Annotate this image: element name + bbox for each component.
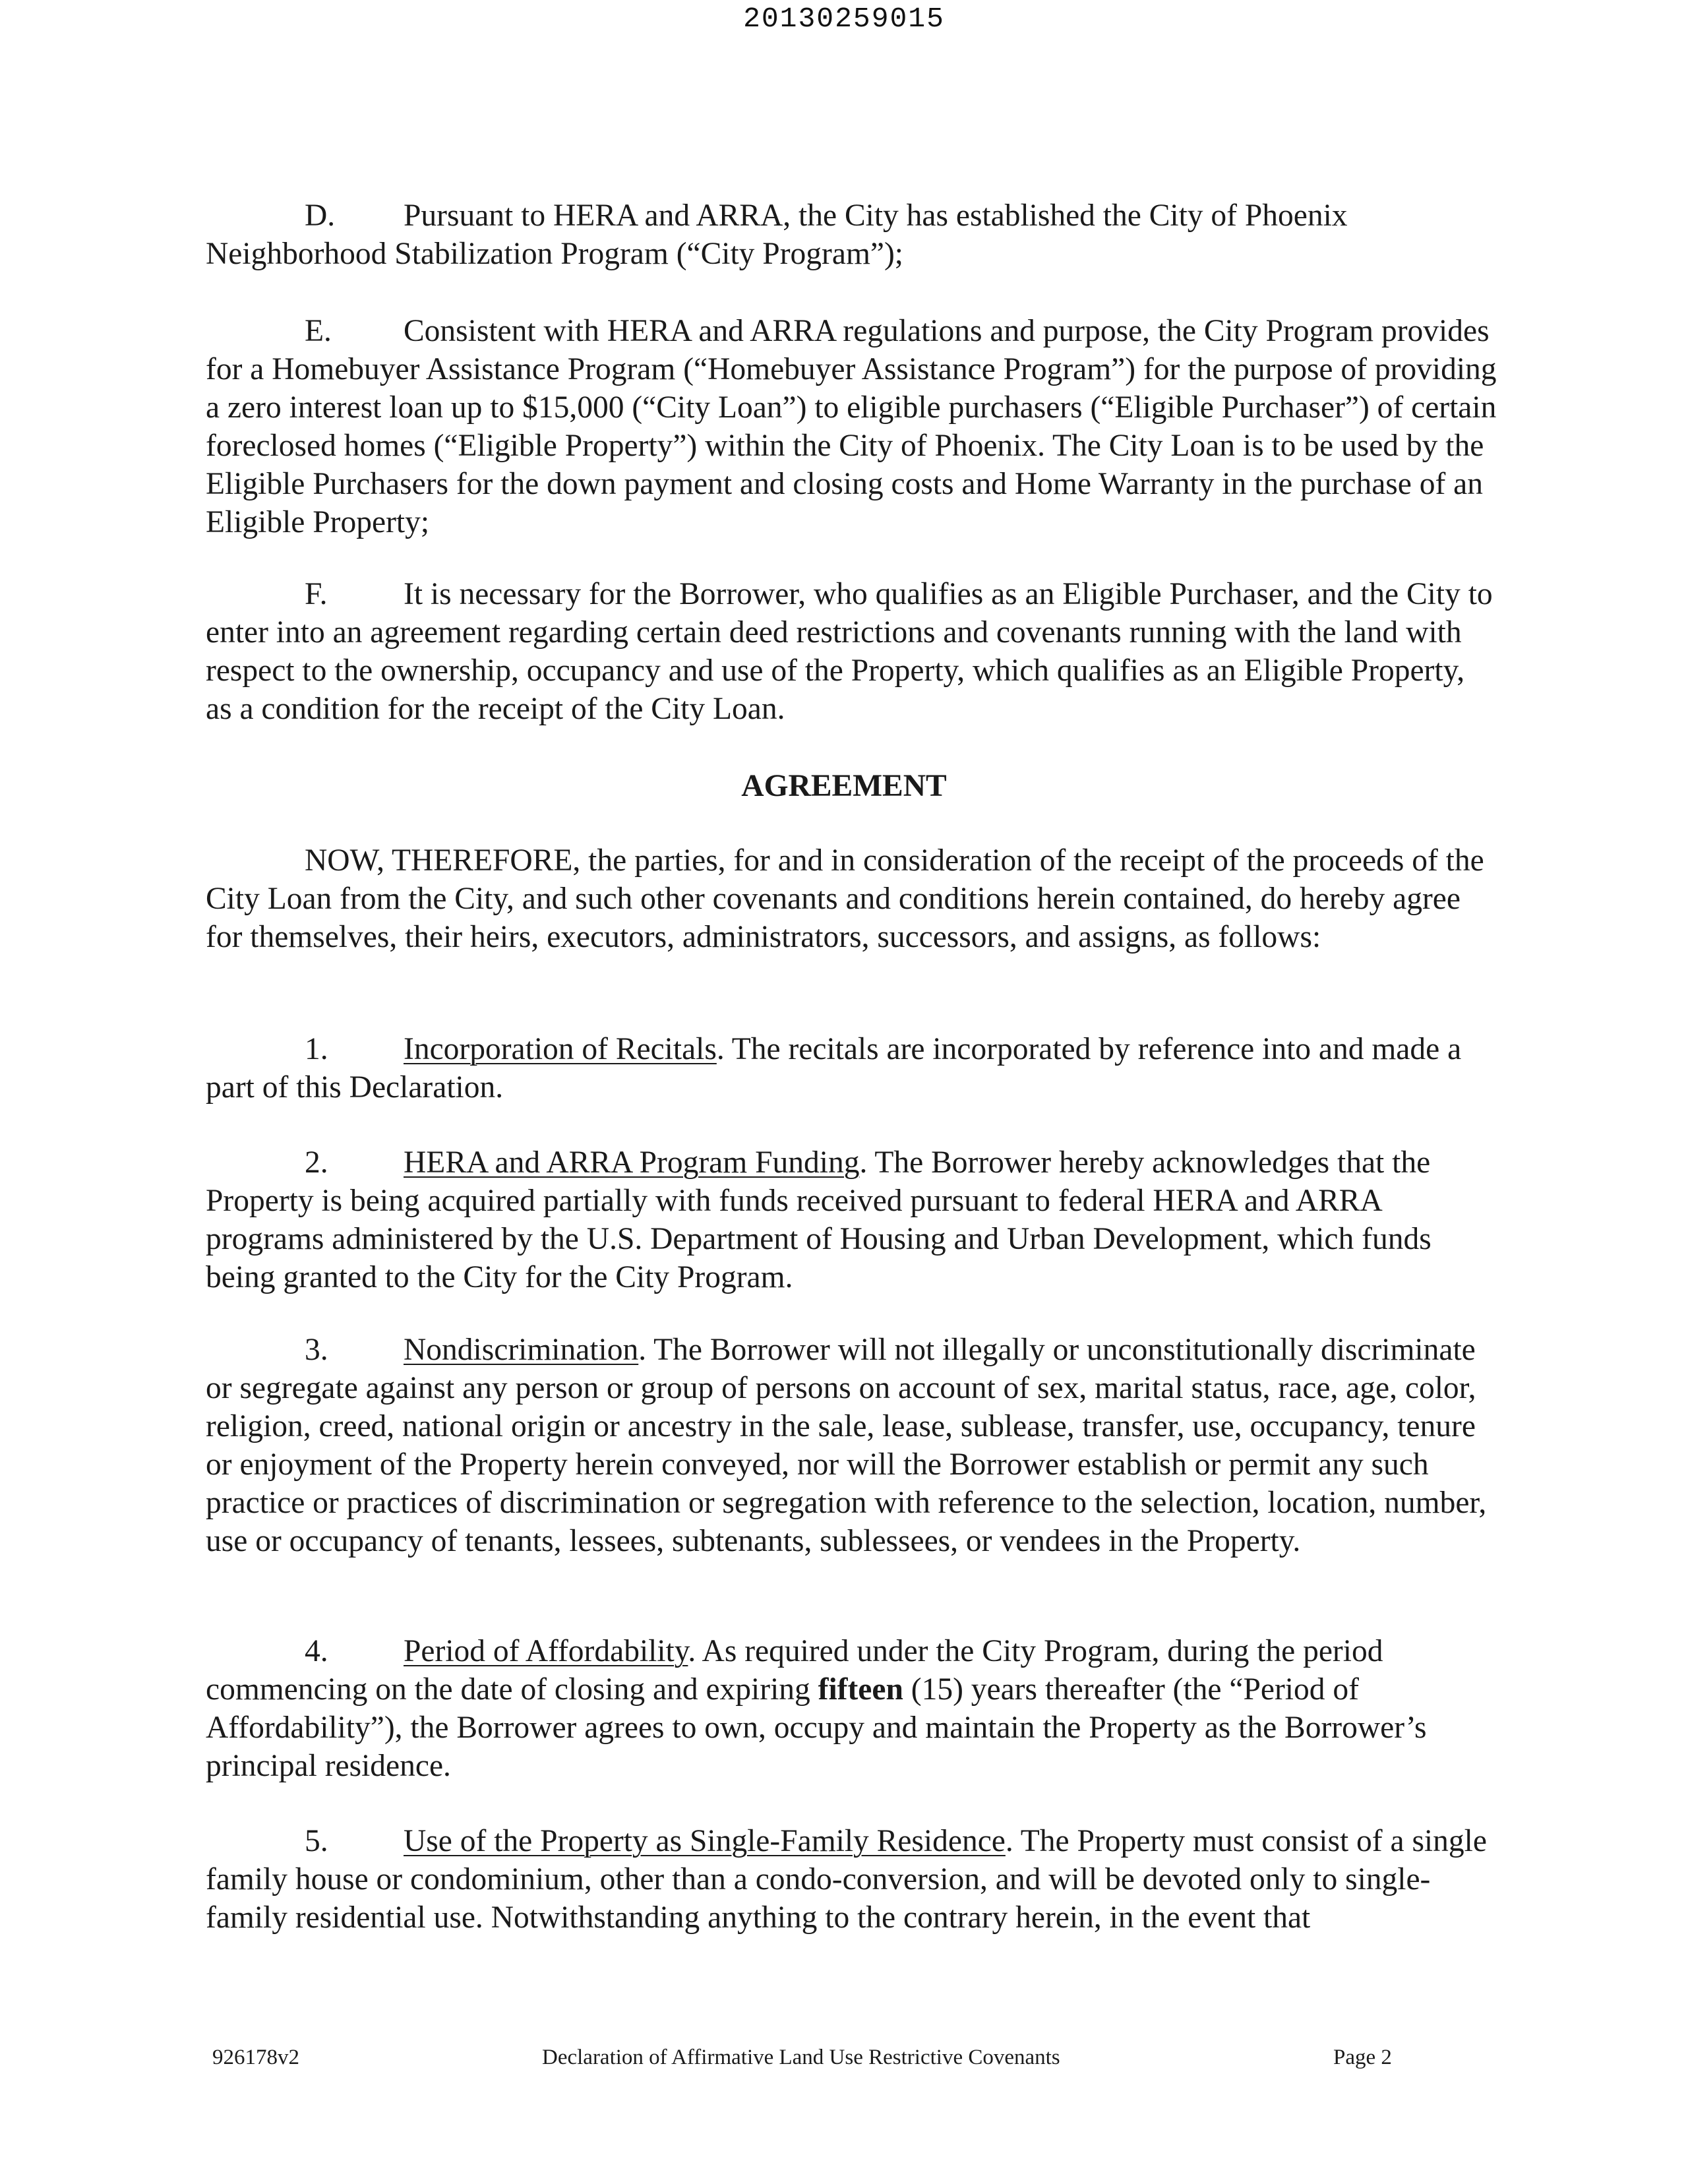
section-5-title: Use of the Property as Single-Family Residence [404,1824,1006,1858]
recital-e-text: Consistent with HERA and ARRA regulations and purpose, the City Program provides for a Homebuyer Assistance Program (“Homebuyer Assistance Program”) for the purpose of providing a zero interest loan up to $15,000 (“City Loan”) to eligible purchasers (“Eligible Purchaser”) of certain foreclosed homes (“Eligible Property”) within the City of Phoenix. The City Loan is to be used by the Eligible Purchasers for the down payment and closing costs and Home Warranty in the purchase of an Eligible Property; [206,314,1497,539]
agreement-heading: AGREEMENT [741,769,947,803]
section-3-number: 3. [305,1333,328,1367]
section-5: 5. Use of the Property as Single-Family Residence. The Property must consist of a single family house or condominium, other than a condo-conversion, and will be devoted only to single-family residential use. Notwithstanding anything to the contrary herein, in the event that [206,1822,1498,1937]
section-5-text: The Property must consist of a single family house or condominium, other than a condo-conversion, and will be devoted only to single-family residential use. Notwithstanding anything to the contrary herein, in the event that [206,1824,1487,1935]
recital-d [206,197,1498,273]
section-3: 3. Nondiscrimination. The Borrower will not illegally or unconstitutionally discriminate or segregate against any person or group of persons on account of sex, marital status, race, age, color, religion, creed, national origin or ancestry in the sale, lease, sublease, transfer, use, occupancy, tenure or enjoyment of the Property herein conveyed, nor will the Borrower establish or permit any such practice or practices of discrimination or segregation with reference to the selection, location, number, use or occupancy of tenants, lessees, subtenants, sublessees, or vendees in the Property. [206,1331,1498,1560]
section-1-title: Incorporation of Recitals [404,1032,717,1066]
footer-page-number: Page 2 [1333,2046,1392,2069]
section-5-number: 5. [305,1824,328,1858]
section-4-text-after: (15) years thereafter (the “Period of Affordability”), the Borrower agrees to own, occupy and maintain the Property as the Borrower’s principal residence. [206,1672,1427,1783]
footer-title: Declaration of Affirmative Land Use Restrictive Covenants [542,2046,1060,2069]
section-1-number: 1. [305,1032,328,1066]
agreement-intro-text: NOW, THEREFORE, the parties, for and in consideration of the receipt of the proceeds of the City Loan from the City, and such other covenants and conditions herein contained, do hereby agree for themselves, their heirs, executors, administrators, successors, and assigns, as follows: [206,843,1484,954]
recital-d-text: Pursuant to HERA and ARRA, the City has established the City of Phoenix Neighborhood Stabilization Program (“City Program”); [206,198,1348,271]
section-4-title: Period of Affordability [404,1634,688,1668]
recital-f-text: It is necessary for the Borrower, who qualifies as an Eligible Purchaser, and the City to enter into an agreement regarding certain deed restrictions and covenants running with the land with respect to the ownership, occupancy and use of the Property, which qualifies as an Eligible Property, as a condition for the receipt of the City Loan. [206,577,1493,726]
section-2-text: The Borrower hereby acknowledges that the Property is being acquired partially with funds received pursuant to federal HERA and ARRA programs administered by the U.S. Department of Housing and Urban Development, which funds being granted to the City for the City Program. [206,1145,1432,1294]
section-4-bold-term: fifteen [818,1672,903,1707]
agreement-intro [206,841,1498,956]
recital-e [206,312,1498,541]
section-3-title: Nondiscrimination [404,1333,639,1367]
section-4-text-before: As required under the City Program, during the period commencing on the date of closing and expiring [206,1634,1383,1707]
section-3-text: The Borrower will not illegally or unconstitutionally discriminate or segregate against any person or group of persons on account of sex, marital status, race, age, color, religion, creed, national origin or ancestry in the sale, lease, sublease, transfer, use, occupancy, tenure or enjoyment of the Property herein conveyed, nor will the Borrower establish or permit any such practice or practices of discrimination or segregation with reference to the selection, location, number, use or occupancy of tenants, lessees, subtenants, sublessees, or vendees in the Property. [206,1333,1487,1558]
section-2: 2. HERA and ARRA Program Funding. The Borrower hereby acknowledges that the Property is being acquired partially with funds received pursuant to federal HERA and ARRA programs administered by the U.S. Department of Housing and Urban Development, which funds being granted to the City for the City Program. [206,1143,1498,1296]
recital-f-label: F. [305,577,328,611]
recital-e-label: E. [305,314,332,348]
section-4: 4. Period of Affordability. As required under the City Program, during the period commencing on the date of closing and expiring fifteen (15) years thereafter (the “Period of Affordability”), the Borrower agrees to own, occupy and maintain the Property as the Borrower’s principal residence. [206,1632,1498,1785]
section-4-number: 4. [305,1634,328,1668]
section-1-text: The recitals are incorporated by reference into and made a part of this Declaration. [206,1032,1462,1105]
section-2-number: 2. [305,1145,328,1180]
footer-doc-id: 926178v2 [212,2046,299,2069]
recital-d-label: D. [305,198,336,233]
section-2-title: HERA and ARRA Program Funding [404,1145,860,1180]
recital-f [206,575,1498,728]
section-1: 1. Incorporation of Recitals. The recitals are incorporated by reference into and made a part of this Declaration. [206,1030,1498,1107]
recording-number: 20130259015 [743,3,945,35]
